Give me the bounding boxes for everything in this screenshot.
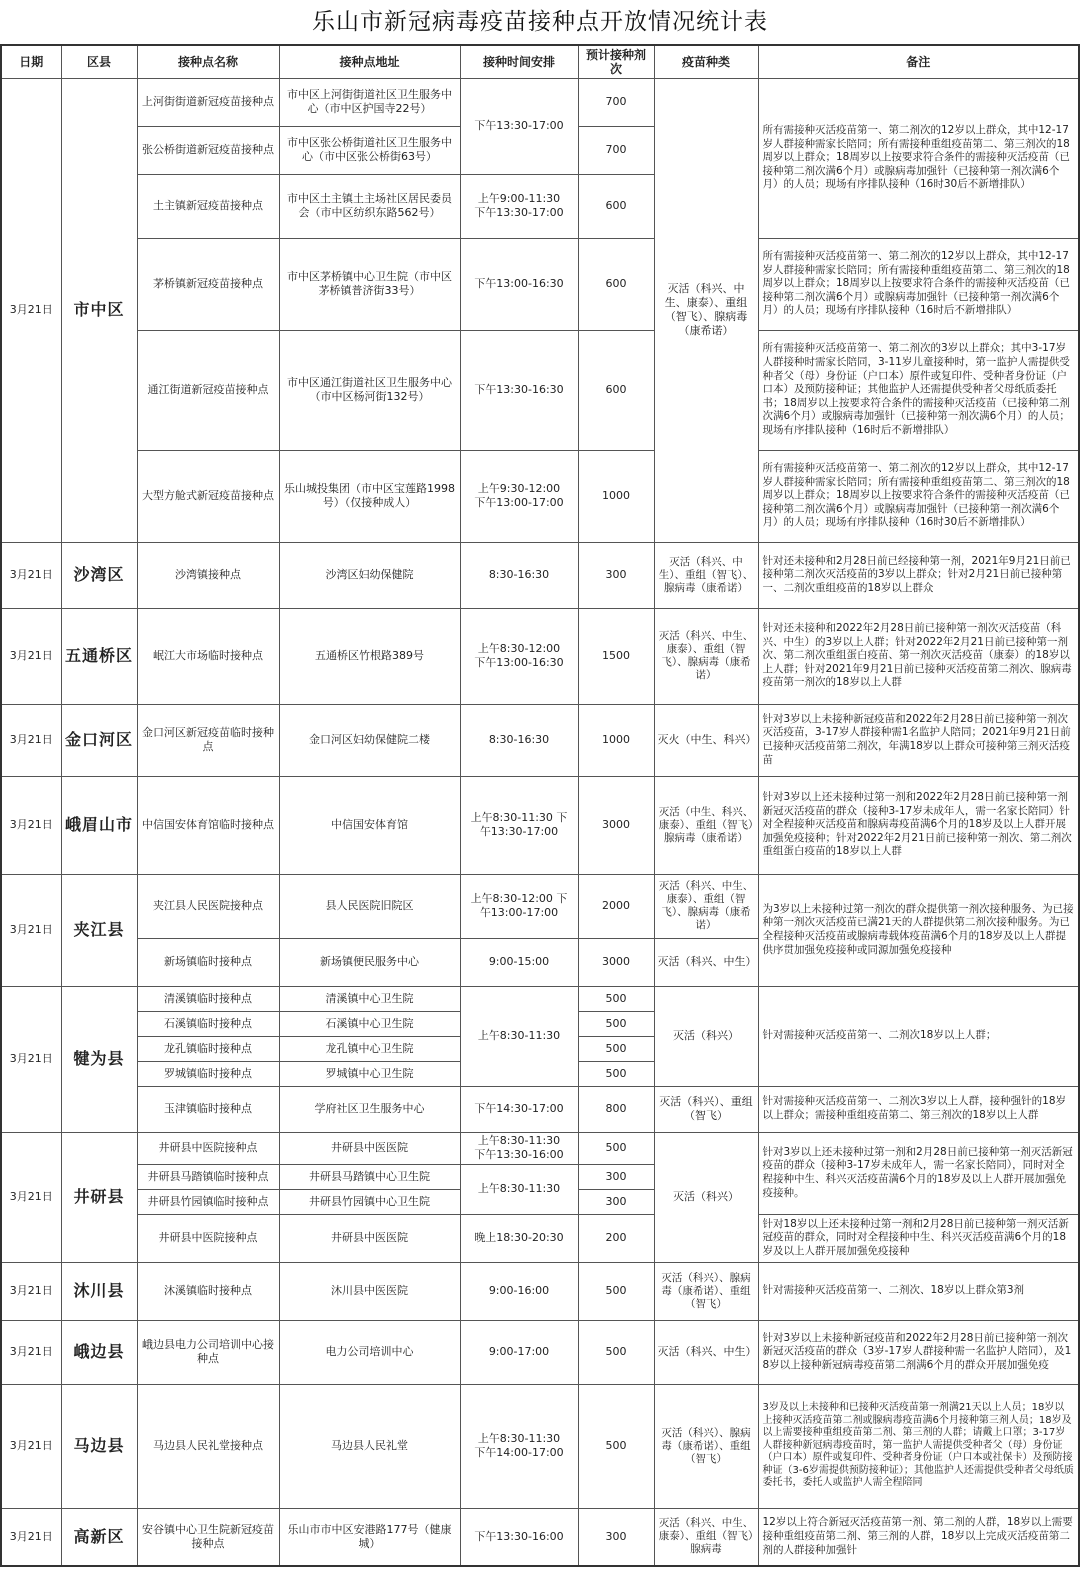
doses-cell: 500: [578, 1036, 654, 1061]
site-address: 电力公司培训中心: [279, 1320, 460, 1384]
time-cell: 下午13:30-17:00: [460, 78, 578, 174]
district-cell: 井研县: [61, 1132, 137, 1262]
table-row: [1, 78, 1079, 126]
doses-cell: 600: [578, 174, 654, 238]
doses-cell: 700: [578, 78, 654, 126]
site-name: 井研县竹园镇临时接种点: [137, 1189, 279, 1214]
table-row: [1, 330, 1079, 450]
table-row: [1, 450, 1079, 542]
time-cell: [460, 1132, 578, 1164]
site-name: 井研县中医院接种点: [137, 1132, 279, 1164]
table-row: [1, 1320, 1079, 1384]
doses-cell: 500: [578, 1320, 654, 1384]
vaccine-cell: 灭活（科兴、中生、康泰）、重组（智飞）腺病毒: [654, 1508, 758, 1566]
time-cell: 上午8:30-11:30: [460, 986, 578, 1086]
doses-cell: 500: [578, 1061, 654, 1086]
time-cell: 8:30-16:30: [460, 704, 578, 776]
table-row: [1, 1086, 1079, 1132]
site-address: 县人民医院旧院区: [279, 874, 460, 938]
doses-cell: 1000: [578, 704, 654, 776]
date-cell: 3月21日: [1, 1320, 61, 1384]
time-cell: [460, 608, 578, 704]
date-cell: 3月21日: [1, 608, 61, 704]
time-line: 上午8:30-12:00: [477, 642, 561, 655]
site-address: 市中区上河街街道社区卫生服务中心（市中区护国寺22号）: [279, 78, 460, 126]
note-cell: 针对3岁以上未接种新冠疫苗和2022年2月28日前已接种第一剂次新冠灭活疫苗的群众（3岁-17岁人群接种需一名监护人陪同），及18岁以上接种新冠病毒疫苗第二剂满6个月的群众开展加强免疫: [758, 1320, 1079, 1384]
note-cell: 针对3岁以上未接种新冠疫苗和2022年2月28日前已接种第一剂次灭活疫苗，3-17岁人群接种需1名监护人陪同；2021年9月21日前已接种灭活疫苗第二剂次，年满18岁以上群众可接种第三剂灭活疫苗: [758, 704, 1079, 776]
vaccine-cell: 灭活（中生、科兴、康泰）、重组（智飞）腺病毒（康希诺）: [654, 776, 758, 874]
header-date: 日期: [1, 45, 61, 78]
note-cell: 针对需接种灭活疫苗第一、二剂次、18岁以上群众第3剂: [758, 1262, 1079, 1320]
time-cell: 上午8:30-11:30: [460, 1164, 578, 1214]
doses-cell: 300: [578, 1189, 654, 1214]
time-line: 上午9:00-11:30: [477, 192, 561, 205]
time-cell: 9:00-15:00: [460, 938, 578, 986]
site-address: 市中区茅桥镇中心卫生院（市中区茅桥镇普济街33号）: [279, 238, 460, 330]
district-cell: 夹江县: [61, 874, 137, 986]
time-cell: [460, 874, 578, 938]
site-name: 罗城镇临时接种点: [137, 1061, 279, 1086]
site-address: 新场镇便民服务中心: [279, 938, 460, 986]
vaccine-cell: 灭活（科兴、中生）: [654, 1320, 758, 1384]
date-cell: 3月21日: [1, 78, 61, 542]
site-name: 龙孔镇临时接种点: [137, 1036, 279, 1061]
site-name: 井研县马踏镇临时接种点: [137, 1164, 279, 1189]
time-cell: 下午13:30-16:30: [460, 330, 578, 450]
table-row: [1, 238, 1079, 330]
site-name: 石溪镇临时接种点: [137, 1011, 279, 1036]
header-row: [1, 45, 1079, 78]
site-address: 沙湾区妇幼保健院: [279, 542, 460, 608]
vaccine-cell: 灭活（科兴）: [654, 1132, 758, 1262]
table-row: [1, 1132, 1079, 1164]
site-address: 井研县中医医院: [279, 1132, 460, 1164]
time-line: 上午8:30-11:30: [477, 1432, 561, 1445]
site-address: 五通桥区竹根路389号: [279, 608, 460, 704]
vaccine-cell: 灭活（科兴、中生、康泰）、重组（智飞）、腺病毒（康希诺）: [654, 608, 758, 704]
site-name: 新场镇临时接种点: [137, 938, 279, 986]
note-cell: 所有需接种灭活疫苗第一、第二剂次的12岁以上群众，其中12-17岁人群接种需家长陪同；所有需接种重组疫苗第二、第三剂次的18周岁以上群众；18周岁以上按要求符合条件的需接种灭活疫苗（已接种第二剂次满6个月）或腺病毒加强针（已接种第一剂次满6个月）的人员；现场有序排队接种（16时30后不新增排队）: [758, 450, 1079, 542]
district-cell: 沐川县: [61, 1262, 137, 1320]
header-vaccine: 疫苗种类: [654, 45, 758, 78]
time-line: 午13:30-17:00: [479, 825, 559, 838]
header-name: 接种点名称: [137, 45, 279, 78]
doses-cell: 700: [578, 126, 654, 174]
site-name: 通江街道新冠疫苗接种点: [137, 330, 279, 450]
site-address: 龙孔镇中心卫生院: [279, 1036, 460, 1061]
doses-cell: 1000: [578, 450, 654, 542]
site-address: 井研县马踏镇中心卫生院: [279, 1164, 460, 1189]
time-line: 上午9:30-12:00: [477, 482, 561, 495]
site-name: 沐溪镇临时接种点: [137, 1262, 279, 1320]
vaccine-cell: 灭活（科兴、中生）、重组（智飞）、腺病毒（康希诺）: [654, 542, 758, 608]
time-cell: 9:00-17:00: [460, 1320, 578, 1384]
vaccine-cell: 灭活（科兴、中生、康泰）、重组（智飞）、腺病毒（康希诺）: [654, 78, 758, 542]
note-cell: 针对还未接种和2月28日前已经接种第一剂，2021年9月21日前已接种第二剂次灭活疫苗的3岁以上群众；针对2月21日前已接种第一、二剂次重组疫苗的18岁以上群众: [758, 542, 1079, 608]
note-cell: 所有需接种灭活疫苗第一、第二剂次的3岁以上群众；其中3-17岁人群接种时需家长陪同，3-11岁儿童接种时，第一监护人需提供受种者父（母）身份证（户口本）原件或复印件、受种者身份证（户口本）及预防接种证；其他监护人还需提供受种者父母纸质委托书；18周岁以上按要求符合条件的需接种灭活疫苗（已接种第二剂次满6个月）或腺病毒加强针（已接种第一剂次满6个月）的人员；现场有序排队接种（16时后不新增排队）: [758, 330, 1079, 450]
district-cell: 金口河区: [61, 704, 137, 776]
time-cell: 8:30-16:30: [460, 542, 578, 608]
time-cell: 9:00-16:00: [460, 1262, 578, 1320]
vaccine-cell: 灭活（科兴、中生）: [654, 938, 758, 986]
district-cell: 高新区: [61, 1508, 137, 1566]
doses-cell: 500: [578, 1384, 654, 1508]
site-address: 石溪镇中心卫生院: [279, 1011, 460, 1036]
doses-cell: 500: [578, 986, 654, 1011]
time-line: 上午8:30-11:30: [477, 1134, 561, 1147]
header-note: 备注: [758, 45, 1079, 78]
vaccine-cell: 灭活（科兴、中生、康泰）、重组（智飞）、腺病毒（康希诺）: [654, 874, 758, 938]
doses-cell: 800: [578, 1086, 654, 1132]
site-name: 张公桥街道新冠疫苗接种点: [137, 126, 279, 174]
site-address: 金口河区妇幼保健院二楼: [279, 704, 460, 776]
note-cell: 所有需接种灭活疫苗第一、第二剂次的12岁以上群众，其中12-17岁人群接种需家长陪同；所有需接种重组疫苗第二、第三剂次的18周岁以上群众；18周岁以上按要求符合条件的需接种灭活疫苗（已接种第二剂次满6个月）或腺病毒加强针（已接种第一剂次满6个月）的人员；现场有序排队接种（16时后不新增排队）: [758, 238, 1079, 330]
doses-cell: 2000: [578, 874, 654, 938]
district-cell: 马边县: [61, 1384, 137, 1508]
note-cell: 针对3岁以上还未接种过第一剂和2月28日前已接种第一剂灭活新冠疫苗的群众（接种3-17岁未成年人，需一名家长陪同），同时对全程接种中生、科兴灭活疫苗满6个月的18岁及以上人群开展加强免疫接种。: [758, 1132, 1079, 1214]
time-cell: 下午13:30-16:00: [460, 1508, 578, 1566]
header-district: 区县: [61, 45, 137, 78]
district-cell: 五通桥区: [61, 608, 137, 704]
time-cell: [460, 1384, 578, 1508]
date-cell: 3月21日: [1, 1262, 61, 1320]
header-time: 接种时间安排: [460, 45, 578, 78]
table-row: [1, 704, 1079, 776]
doses-cell: 600: [578, 330, 654, 450]
date-cell: 3月21日: [1, 874, 61, 986]
page-title: 乐山市新冠病毒疫苗接种点开放情况统计表: [312, 9, 768, 35]
vaccine-cell: 灭活（科兴）、腺病毒（康希诺）、重组（智飞）: [654, 1384, 758, 1508]
site-address: 沐川县中医医院: [279, 1262, 460, 1320]
table-row: [1, 1384, 1079, 1508]
district-cell: 峨边县: [61, 1320, 137, 1384]
time-line: 上午8:30-11:30 下: [470, 811, 568, 824]
header-address: 接种点地址: [279, 45, 460, 78]
note-cell: 针对18岁以上还未接种过第一剂和2月28日前已接种第一剂灭活新冠疫苗的群众，同时对全程接种中生、科兴灭活疫苗满6个月的18岁及以上人群开展加强免疫接种: [758, 1214, 1079, 1262]
table-row: [1, 608, 1079, 704]
time-line: 下午14:00-17:00: [474, 1446, 564, 1459]
site-name: 安谷镇中心卫生院新冠疫苗接种点: [137, 1508, 279, 1566]
doses-cell: 300: [578, 1164, 654, 1189]
doses-cell: 200: [578, 1214, 654, 1262]
district-cell: 沙湾区: [61, 542, 137, 608]
doses-cell: 3000: [578, 938, 654, 986]
doses-cell: 500: [578, 1132, 654, 1164]
site-name: 清溪镇临时接种点: [137, 986, 279, 1011]
district-cell: 犍为县: [61, 986, 137, 1132]
site-address: 乐山城投集团（市中区宝莲路1998号）（仅接种成人）: [279, 450, 460, 542]
doses-cell: 500: [578, 1011, 654, 1036]
site-address: 马边县人民礼堂: [279, 1384, 460, 1508]
note-cell: 12岁以上符合新冠灭活疫苗第一剂、第二剂的人群，18岁以上需要接种重组疫苗第二剂、第三剂的人群，18岁以上完成灭活疫苗第二剂的人群接种加强针: [758, 1508, 1079, 1566]
site-address: 乐山市市中区安港路177号（健康城）: [279, 1508, 460, 1566]
table-row: [1, 986, 1079, 1011]
time-cell: 下午13:00-16:30: [460, 238, 578, 330]
time-line: 下午13:30-16:00: [474, 1148, 564, 1161]
note-cell: 为3岁以上未接种过第一剂次的群众提供第一剂次接种服务、为已接种第一剂次灭活疫苗已满21天的人群提供第二剂次接种服务。为已全程接种灭活疫苗或腺病毒载体疫苗满6个月的18岁及以上人群提供序贯加强免疫接种或同源加强免疫接种: [758, 874, 1079, 986]
vaccine-cell: 灭活（科兴）、腺病毒（康希诺）、重组（智飞）: [654, 1262, 758, 1320]
site-address: 市中区通江街道社区卫生服务中心（市中区杨河街132号）: [279, 330, 460, 450]
site-address: 中信国安体育馆: [279, 776, 460, 874]
site-name: 井研县中医院接种点: [137, 1214, 279, 1262]
date-cell: 3月21日: [1, 1132, 61, 1262]
site-address: 井研县竹园镇中心卫生院: [279, 1189, 460, 1214]
site-name: 玉津镇临时接种点: [137, 1086, 279, 1132]
vaccine-cell: 灭火（中生、科兴）: [654, 704, 758, 776]
time-cell: 晚上18:30-20:30: [460, 1214, 578, 1262]
table-row: [1, 542, 1079, 608]
table-row: [1, 776, 1079, 874]
note-cell: 3岁及以上未接种和已接种灭活疫苗第一剂满21天以上人员；18岁以上接种灭活疫苗第二剂或腺病毒疫苗满6个月接种第三剂人员；18岁及以上需要接种重组疫苗第二剂、第三剂的人群；请戴上口罩；3-17岁人群接种新冠病毒疫苗时，第一监护人需提供受种者父（母）身份证（户口本）原件或复印件、受种者身份证（户口本或社保卡）及预防接种证（3-6岁需提供预防接种证）；其他监护人还需提供受种者父母纸质委托书，委托人或监护人需全程陪同: [758, 1384, 1079, 1508]
site-name: 上河街街道新冠疫苗接种点: [137, 78, 279, 126]
time-line: 下午13:00-17:00: [474, 496, 564, 509]
doses-cell: 600: [578, 238, 654, 330]
note-cell: 针对需接种灭活疫苗第一、二剂次18岁以上人群；: [758, 986, 1079, 1086]
site-name: 岷江大市场临时接种点: [137, 608, 279, 704]
site-address: 井研县中医医院: [279, 1214, 460, 1262]
time-line: 下午13:30-17:00: [474, 206, 564, 219]
date-cell: 3月21日: [1, 1508, 61, 1566]
site-name: 马边县人民礼堂接种点: [137, 1384, 279, 1508]
site-name: 土主镇新冠疫苗接种点: [137, 174, 279, 238]
site-name: 沙湾镇接种点: [137, 542, 279, 608]
time-line: 午13:00-17:00: [479, 906, 559, 919]
time-line: 下午13:00-16:30: [474, 656, 564, 669]
time-cell: [460, 174, 578, 238]
doses-cell: 500: [578, 1262, 654, 1320]
site-address: 市中区土主镇土主场社区居民委员会（市中区纺织东路562号）: [279, 174, 460, 238]
vaccine-cell: 灭活（科兴）、重组（智飞）: [654, 1086, 758, 1132]
date-cell: 3月21日: [1, 1384, 61, 1508]
site-name: 大型方舱式新冠疫苗接种点: [137, 450, 279, 542]
date-cell: 3月21日: [1, 542, 61, 608]
time-cell: 下午14:30-17:00: [460, 1086, 578, 1132]
site-name: 茅桥镇新冠疫苗接种点: [137, 238, 279, 330]
header-doses: 预计接种剂次: [578, 45, 654, 78]
site-name: 金口河区新冠疫苗临时接种点: [137, 704, 279, 776]
time-cell: [460, 450, 578, 542]
note-cell: 所有需接种灭活疫苗第一、第二剂次的12岁以上群众，其中12-17岁人群接种需家长陪同；所有需接种重组疫苗第二、第三剂次的18周岁以上群众；18周岁以上按要求符合条件的需接种灭活疫苗（已接种第二剂次满6个月）或腺病毒加强针（已接种第一剂次满6个月）的人员；现场有序排队接种（16时30后不新增排队）: [758, 78, 1079, 238]
table-row: [1, 1214, 1079, 1262]
note-cell: 针对还未接种和2022年2月28日前已接种第一剂次灭活疫苗（科兴、中生）的3岁以上人群；针对2022年2月21日前已接种第一剂次、第二剂次重组蛋白疫苗、第一剂次灭活疫苗（康泰）的18岁以上人群；针对2021年9月21日前已接种灭活疫苗第二剂次、腺病毒疫苗第一剂次的18岁以上人群: [758, 608, 1079, 704]
table-row: [1, 874, 1079, 938]
site-name: 峨边县电力公司培训中心接种点: [137, 1320, 279, 1384]
doses-cell: 300: [578, 1508, 654, 1566]
site-address: 市中区张公桥街道社区卫生服务中心（市中区张公桥街63号）: [279, 126, 460, 174]
district-cell: 峨眉山市: [61, 776, 137, 874]
time-line: 上午8:30-12:00 下: [470, 892, 568, 905]
doses-cell: 3000: [578, 776, 654, 874]
table-row: [1, 1262, 1079, 1320]
doses-cell: 300: [578, 542, 654, 608]
district-cell: 市中区: [61, 78, 137, 542]
vaccination-table: [0, 44, 1080, 1567]
note-cell: 针对需接种灭活疫苗第一、二剂次3岁以上人群，接种强针的18岁以上群众；需接种重组疫苗第二、第三剂次的18岁以上人群: [758, 1086, 1079, 1132]
vaccine-cell: 灭活（科兴）: [654, 986, 758, 1086]
date-cell: 3月21日: [1, 776, 61, 874]
date-cell: 3月21日: [1, 986, 61, 1132]
site-address: 罗城镇中心卫生院: [279, 1061, 460, 1086]
table-row: [1, 1508, 1079, 1566]
site-address: 清溪镇中心卫生院: [279, 986, 460, 1011]
date-cell: 3月21日: [1, 704, 61, 776]
site-name: 夹江县人民医院接种点: [137, 874, 279, 938]
site-address: 学府社区卫生服务中心: [279, 1086, 460, 1132]
site-name: 中信国安体育馆临时接种点: [137, 776, 279, 874]
time-cell: [460, 776, 578, 874]
note-cell: 针对3岁以上还未接种过第一剂和2022年2月28日前已接种第一剂新冠灭活疫苗的群众（接种3-17岁未成年人，需一名家长陪同）针对全程接种灭活疫苗和腺病毒疫苗满6个月的18岁及以上人群开展加强免疫接种；针对2022年2月21日前已接种第一剂次、第二剂次重组蛋白疫苗的18岁以上人群: [758, 776, 1079, 874]
doses-cell: 1500: [578, 608, 654, 704]
